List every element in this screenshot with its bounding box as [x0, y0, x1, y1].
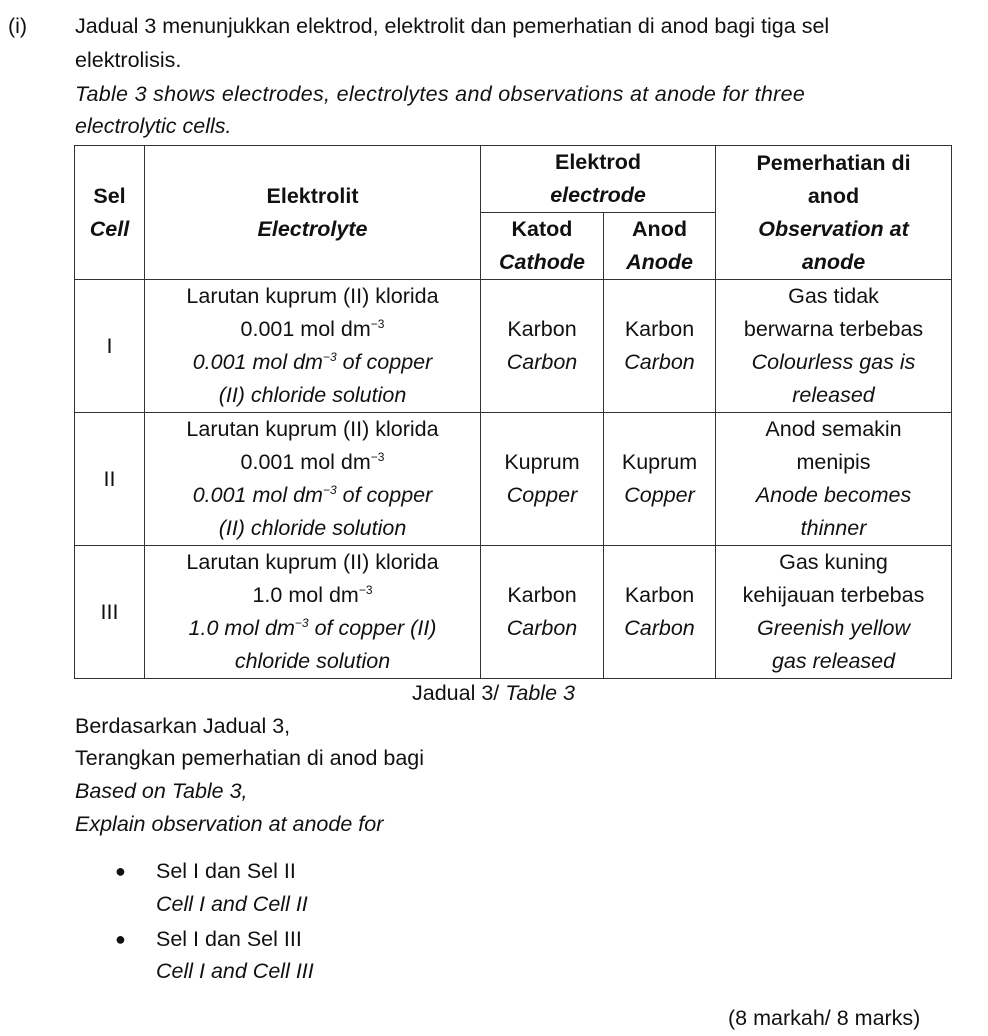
intro-en: Table 3 shows electrodes, electrolytes and observations at anode for three — [75, 82, 806, 106]
exponent: −3 — [294, 615, 309, 630]
prompt-en: Based on Table 3, — [75, 779, 248, 803]
cell-text: kehijauan terbebas — [742, 583, 925, 607]
cell-text: berwarna terbebas — [743, 317, 924, 341]
cell-text: Larutan kuprum (II) klorida — [186, 417, 439, 441]
concentration-en — [145, 346, 480, 379]
cell-observation — [716, 546, 952, 679]
cell-text: gas released — [771, 649, 896, 673]
cell-text: Gas kuning — [779, 550, 888, 574]
bullet-en: Cell I and Cell II — [156, 892, 308, 916]
exponent: −3 — [370, 316, 385, 331]
header-label: electrode — [550, 183, 646, 207]
bullet-icon: ● — [115, 861, 126, 881]
concentration-en — [145, 612, 480, 645]
cell-cathode — [481, 280, 604, 413]
header-observation — [716, 146, 952, 280]
cell-text: Karbon — [624, 583, 695, 607]
cell-text: thinner — [800, 516, 867, 540]
cell-text: of copper — [336, 483, 433, 507]
cell-number — [75, 546, 145, 679]
header-label: Anod — [632, 217, 687, 241]
cell-cathode — [481, 413, 604, 546]
header-cell — [75, 146, 145, 280]
header-label: Sel — [93, 183, 126, 208]
cell-text: Larutan kuprum (II) klorida — [186, 550, 439, 574]
header-label: Cathode — [499, 250, 585, 274]
cell-text: Carbon — [506, 350, 578, 374]
cell-text: 0.001 mol dm — [192, 350, 323, 374]
header-anode — [604, 213, 716, 280]
caption-ms: Jadual 3/ — [412, 681, 506, 705]
bullet-icon: ● — [115, 929, 126, 949]
header-cathode — [481, 213, 604, 280]
cell-text: 0.001 mol dm — [240, 317, 371, 341]
cell-electrolyte — [145, 413, 481, 546]
concentration — [145, 446, 480, 479]
cell-text: 0.001 mol dm — [240, 450, 371, 474]
bullet-ms: Sel I dan Sel III — [156, 927, 302, 951]
question-number: (i) — [8, 14, 28, 38]
cell-text: Larutan kuprum (II) klorida — [186, 284, 439, 308]
cell-text: Karbon — [624, 317, 695, 341]
cell-text: Copper — [506, 483, 578, 507]
cell-text: Anod semakin — [765, 417, 902, 441]
exponent: −3 — [358, 582, 373, 597]
table-row — [75, 280, 952, 413]
cell-text: menipis — [796, 450, 871, 474]
cell-text: of copper — [336, 350, 433, 374]
cell-text: 1.0 mol dm — [252, 583, 359, 607]
prompt-ms: Berdasarkan Jadual 3, — [75, 714, 291, 738]
header-label: Elektrolit — [266, 183, 359, 208]
header-electrolyte — [145, 146, 481, 280]
cell-text: (II) chloride solution — [218, 383, 407, 407]
marks: (8 markah/ 8 marks) — [728, 1006, 921, 1030]
cell-text: Kuprum — [621, 450, 698, 474]
exponent: −3 — [322, 482, 337, 497]
header-label: Katod — [511, 217, 573, 241]
cell-text: 1.0 mol dm — [188, 616, 295, 640]
intro-en-cont: electrolytic cells. — [75, 114, 232, 138]
cell-electrolyte — [145, 546, 481, 679]
concentration — [145, 579, 480, 612]
cell-text: (II) chloride solution — [218, 516, 407, 540]
concentration — [145, 313, 480, 346]
cell-text: III — [100, 599, 119, 624]
cell-text: Copper — [624, 483, 695, 507]
cell-cathode — [481, 546, 604, 679]
cell-text: Karbon — [507, 583, 577, 607]
caption-en: Table 3 — [505, 681, 575, 705]
cell-text: of copper (II) — [308, 616, 437, 640]
intro-ms-cont: elektrolisis. — [75, 48, 182, 72]
cell-text: Greenish yellow — [757, 616, 910, 640]
header-label: Electrolyte — [257, 216, 368, 241]
header-label: Pemerhatian di — [756, 150, 911, 175]
cell-electrolyte — [145, 280, 481, 413]
bullet-en: Cell I and Cell III — [156, 959, 314, 983]
cell-anode — [604, 546, 716, 679]
cell-text: Gas tidak — [788, 284, 879, 308]
cell-number — [75, 280, 145, 413]
cell-text: Karbon — [507, 317, 577, 341]
cell-text: I — [106, 333, 113, 358]
cell-number — [75, 413, 145, 546]
cell-text: released — [792, 383, 875, 407]
bullet-ms: Sel I dan Sel II — [156, 859, 296, 883]
header-label: Elektrod — [554, 150, 642, 174]
cell-text: Carbon — [506, 616, 578, 640]
cell-text: II — [103, 466, 116, 491]
header-label: Anode — [626, 250, 693, 274]
header-label: Observation at — [758, 216, 909, 241]
prompt-en-2: Explain observation at anode for — [75, 812, 384, 836]
exponent: −3 — [322, 349, 337, 364]
cell-text: 0.001 mol dm — [192, 483, 323, 507]
prompt-ms-2: Terangkan pemerhatian di anod bagi — [75, 746, 425, 770]
concentration-en — [145, 479, 480, 512]
intro-ms: Jadual 3 menunjukkan elektrod, elektrolit dan pemerhatian di anod bagi tiga sel — [75, 14, 830, 38]
table-row — [75, 413, 952, 546]
cell-text: Carbon — [624, 350, 695, 374]
header-label: anode — [801, 249, 866, 274]
cell-observation — [716, 280, 952, 413]
cell-text: Anode becomes — [755, 483, 912, 507]
header-label: Cell — [89, 216, 130, 241]
header-electrode — [481, 146, 716, 213]
cell-text: Kuprum — [504, 450, 580, 474]
cell-text: chloride solution — [234, 649, 391, 673]
cell-observation — [716, 413, 952, 546]
cell-text: Colourless gas is — [751, 350, 916, 374]
header-label: anod — [807, 183, 860, 208]
exponent: −3 — [370, 449, 385, 464]
table-caption — [412, 681, 575, 706]
cell-text: Carbon — [624, 616, 695, 640]
cell-anode — [604, 413, 716, 546]
cell-anode — [604, 280, 716, 413]
table-row — [75, 546, 952, 679]
data-table — [74, 145, 952, 679]
